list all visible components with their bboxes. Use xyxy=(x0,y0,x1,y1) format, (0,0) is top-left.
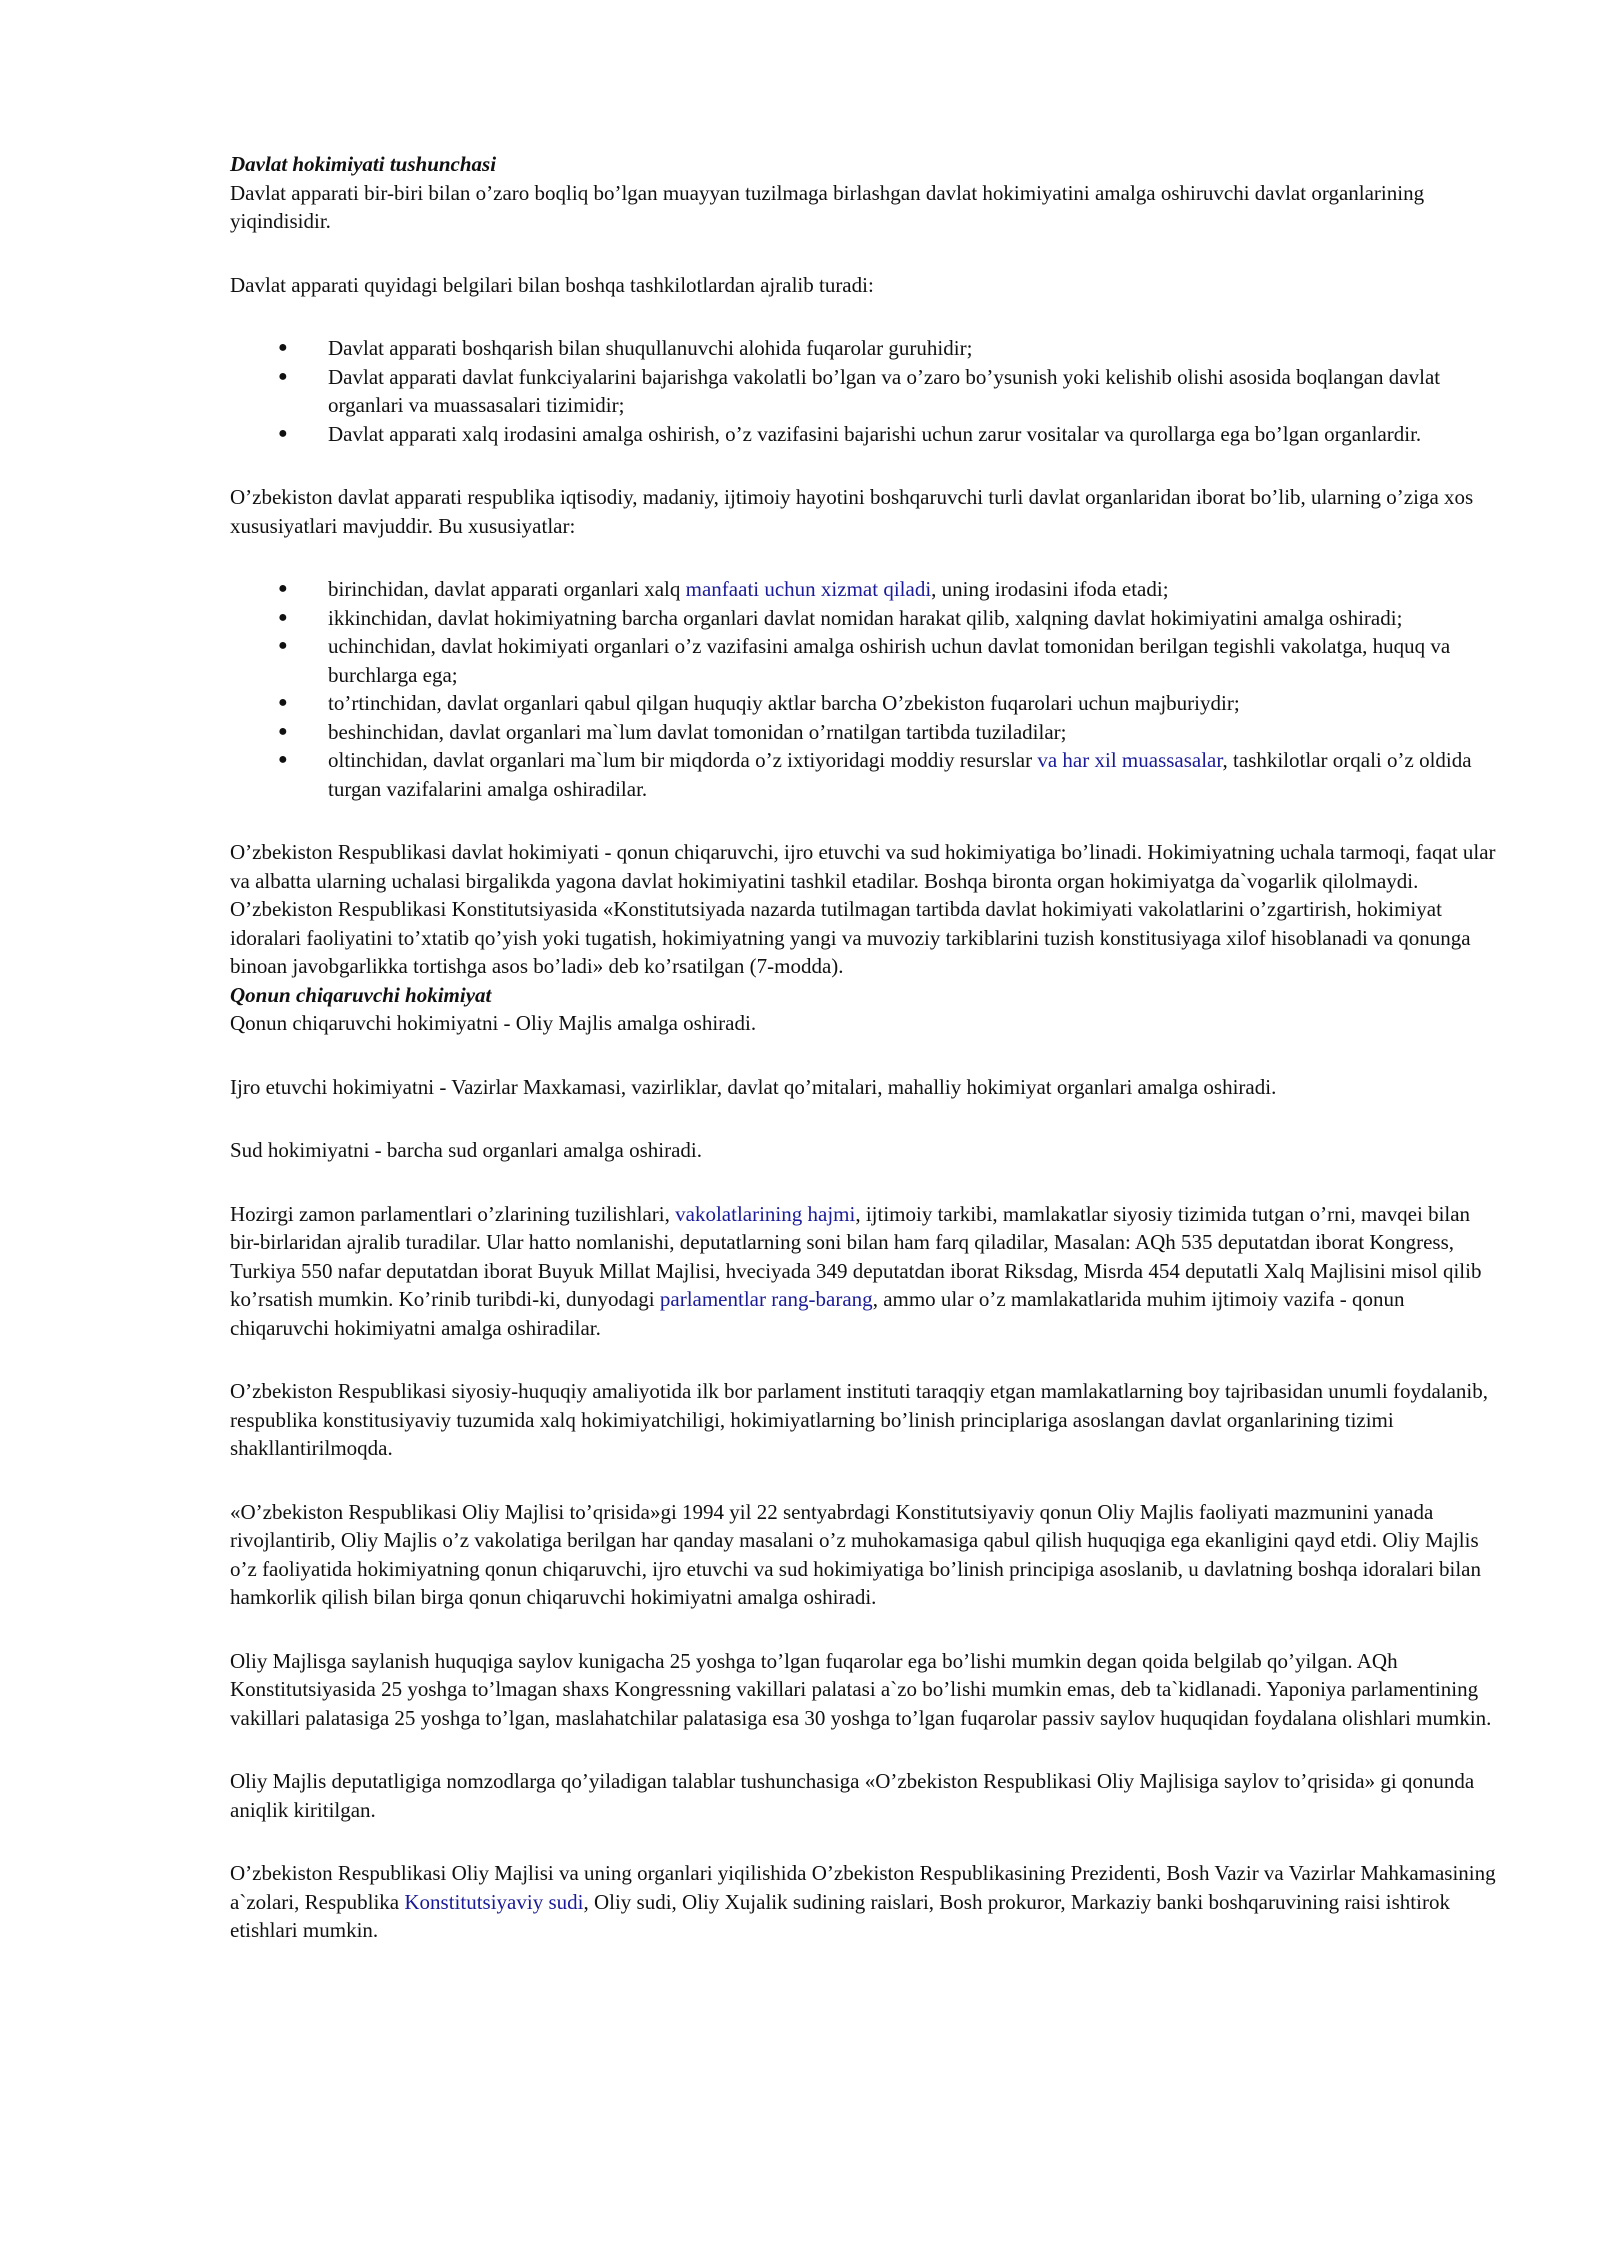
paragraph: Qonun chiqaruvchi hokimiyatni - Oliy Majlis amalga oshiradi. xyxy=(230,1011,757,1035)
paragraph: Oliy Majlis deputatligiga nomzodlarga qo’yiladigan talablar tushunchasiga «O’zbekiston Respublikasi Oliy Majlisiga saylov to’qrisida» gi qonunda aniqlik kiritilgan. xyxy=(230,1769,1475,1822)
list-item: ● birinchidan, davlat apparati organlari xalq manfaati uchun xizmat qiladi, uning irodasini ifoda etadi; xyxy=(230,575,1505,604)
bullet-list xyxy=(230,575,1505,803)
section-heading: Davlat hokimiyati tushunchasi xyxy=(230,152,497,176)
list-item: ● Davlat apparati boshqarish bilan shuqullanuvchi alohida fuqarolar guruhidir; xyxy=(230,334,1505,363)
bullet-dot-icon: ● xyxy=(278,367,288,385)
bullet-dot-icon: ● xyxy=(278,608,288,626)
bullet-dot-icon: ● xyxy=(278,580,288,597)
bullet-dot-icon: ● xyxy=(278,722,288,740)
list-item: ● uchinchidan, davlat hokimiyati organlari o’z vazifasini amalga oshirish uchun davlat tomonidan berilgan tegishli vakolatga, huquq va burchlarga ega; xyxy=(278,634,1451,687)
paragraph: O’zbekiston davlat apparati respublika iqtisodiy, madaniy, ijtimoiy hayotini boshqaruvchi turli davlat organlaridan iborat bo’lib, ularning o’ziga xos xususiyatlari mavjuddir. Bu xususiyatlar: xyxy=(230,485,1474,538)
paragraph: Ijro etuvchi hokimiyatni - Vazirlar Maxkamasi, vazirliklar, davlat qo’mitalari, mahalliy hokimiyat organlari amalga oshiradi. xyxy=(230,1074,1277,1099)
list-item: ● to’rtinchidan, davlat organlari qabul qilgan huquqiy aktlar barcha O’zbekiston fuqarolari uchun majburiydir; xyxy=(230,689,1505,718)
paragraph: Oliy Majlisga saylanish huquqiga saylov kunigacha 25 yoshga to’lgan fuqarolar ega bo’lishi mumkin degan qoida belgilab qo’yilgan. AQh Konstitutsiyasida 25 yoshga to’lmagan shaxs Kongressning vakillari palatasi a`zo bo’lishi mumkin emas, deb ta`kidlanadi. Yaponiya parlamentining vakillari palatasiga 25 yoshga to’lgan, maslahatchilar palatasiga esa 30 yoshga to’lgan fuqarolar passiv saylov huquqidan foydalana olishlari mumkin. xyxy=(230,1648,1492,1730)
paragraph: Hozirgi zamon parlamentlari o’zlarining tuzilishlari, vakolatlarining hajmi, ijtimoiy tarkibi, mamlakatlar siyosiy tizimida tutgan o’rni, mavqei bilan bir-birlaridan ajralib turadilar. Ular hatto nomlanishi, deputatlarning soni bilan ham farq qiladilar, Masalan: AQh 535 deputatdan iborat Kongress, Turkiya 550 nafar deputatdan iborat Buyuk Millat Majlisi, hveciyada 349 deputatdan iborat Riksdag, Misrda 454 deputatli Xalq Majlisini misol qilib ko’rsatish mumkin. Ko’rinib turibdi-ki, dunyodagi parlamentlar rang-barang, ammo ular o’z mamlakatlarida muhim ijtimoiy vazifa - qonun chiqaruvchi hokimiyatni amalga oshiradilar. xyxy=(230,1201,1482,1340)
inline-link[interactable]: Konstitutsiyaviy sudi xyxy=(404,1889,584,1914)
list-item: ● ikkinchidan, davlat hokimiyatning barcha organlari davlat nomidan harakat qilib, xalqning davlat hokimiyatini amalga oshiradi; xyxy=(230,604,1505,633)
bullet-dot-icon: ● xyxy=(278,694,288,711)
list-item: ● Davlat apparati davlat funkciyalarini bajarishga vakolatli bo’lgan va o’zaro bo’ysunish yoki kelishib olishi asosida boqlangan davlat organlari va muassasalari tizimidir; xyxy=(278,364,1441,417)
section-heading: Qonun chiqaruvchi hokimiyat xyxy=(230,982,492,1007)
paragraph: «O’zbekiston Respublikasi Oliy Majlisi to’qrisida»gi 1994 yil 22 sentyabrdagi Konstitutsiyaviy qonun Oliy Majlis faoliyati mazmunini yanada rivojlantirib, Oliy Majlis o’z vakolatiga berilgan har qanday masalani o’z muhokamasiga qabul qilish huquqiga ega ekanligini qayd etdi. Oliy Majlis o’z faoliyatida hokimiyatning qonun chiqaruvchi, ijro etuvchi va sud hokimiyatiga bo’linish principiga asoslanib, u davlatning boshqa idoralari bilan hamkorlik qilish bilan birga qonun chiqaruvchi hokimiyatni amalga oshiradi. xyxy=(230,1499,1481,1609)
list-item: ● beshinchidan, davlat organlari ma`lum davlat tomonidan o’rnatilgan tartibda tuziladilar; xyxy=(230,718,1505,747)
bullet-dot-icon: ● xyxy=(278,751,288,768)
paragraph: O’zbekiston Respublikasi siyosiy-huquqiy amaliyotida ilk bor parlament instituti taraqqiy etgan mamlakatlarning boy tajribasidan unumli foydalanib, respublika konstitusiyaviy tuzumida xalq hokimiyatchiligi, hokimiyatlarning bo’linish principlariga asoslangan davlat organlarining tizimi shakllantirilmoqda. xyxy=(230,1379,1489,1460)
inline-link[interactable]: va har xil muassasalar xyxy=(1037,748,1223,772)
list-item: ● oltinchidan, davlat organlari ma`lum bir miqdorda o’z ixtiyoridagi moddiy resurslar va har xil muassasalar, tashkilotlar orqali o’z oldida turgan vazifalarini amalga oshiradilar. xyxy=(278,748,1472,801)
bullet-list xyxy=(230,334,1505,448)
inline-link[interactable]: vakolatlarining hajmi xyxy=(675,1201,856,1226)
paragraph: O’zbekiston Respublikasi davlat hokimiyati - qonun chiqaruvchi, ijro etuvchi va sud hokimiyatiga bo’linadi. Hokimiyatning uchala tarmoqi, faqat ular va albatta ularning uchalasi birgalikda yagona davlat hokimiyatini tashkil etadilar. Boshqa bironta organ hokimiyatga da`vogarlik qilolmaydi. O’zbekiston Respublikasi Konstitutsiyasida «Konstitutsiyada nazarda tutilmagan tartibda davlat hokimiyati vakolatlarini o’zgartirish, hokimiyat idoralari faoliyatini to’xtatib qo’yish yoki tugatish, hokimiyatning yangi va muvoziy tarkiblarini tuzish konstitusiyaga xilof hisoblanadi va qonunga binoan javobgarlikka tortishga asos bo’ladi» deb ko’rsatilgan (7-modda). xyxy=(230,840,1496,978)
paragraph: Davlat apparati bir-biri bilan o’zaro boqliq bo’lgan muayyan tuzilmaga birlashgan davlat hokimiyatini amalga oshiruvchi davlat organlarining yiqindisidir. xyxy=(230,180,1425,233)
document-page xyxy=(230,150,1505,1945)
paragraph: O’zbekiston Respublikasi Oliy Majlisi va uning organlari yiqilishida O’zbekiston Respublikasining Prezidenti, Bosh Vazir va Vazirlar Mahkamasining a`zolari, Respublika Konstitutsiyaviy sudi, Oliy sudi, Oliy Xujalik sudining raislari, Bosh prokuror, Markaziy banki boshqaruvining raisi ishtirok etishlari mumkin. xyxy=(230,1861,1496,1942)
bullet-dot-icon: ● xyxy=(278,637,288,654)
inline-link[interactable]: parlamentlar rang-barang xyxy=(659,1287,873,1311)
paragraph: Sud hokimiyatni - barcha sud organlari amalga oshiradi. xyxy=(230,1138,702,1162)
paragraph: Davlat apparati quyidagi belgilari bilan boshqa tashkilotlardan ajralib turadi: xyxy=(230,272,874,297)
list-item: ● Davlat apparati xalq irodasini amalga oshirish, o’z vazifasini bajarishi uchun zarur vositalar va qurollarga ega bo’lgan organlardir. xyxy=(230,420,1505,449)
bullet-dot-icon: ● xyxy=(278,424,288,442)
inline-link[interactable]: manfaati uchun xizmat qiladi xyxy=(685,577,932,601)
bullet-dot-icon: ● xyxy=(278,339,288,356)
